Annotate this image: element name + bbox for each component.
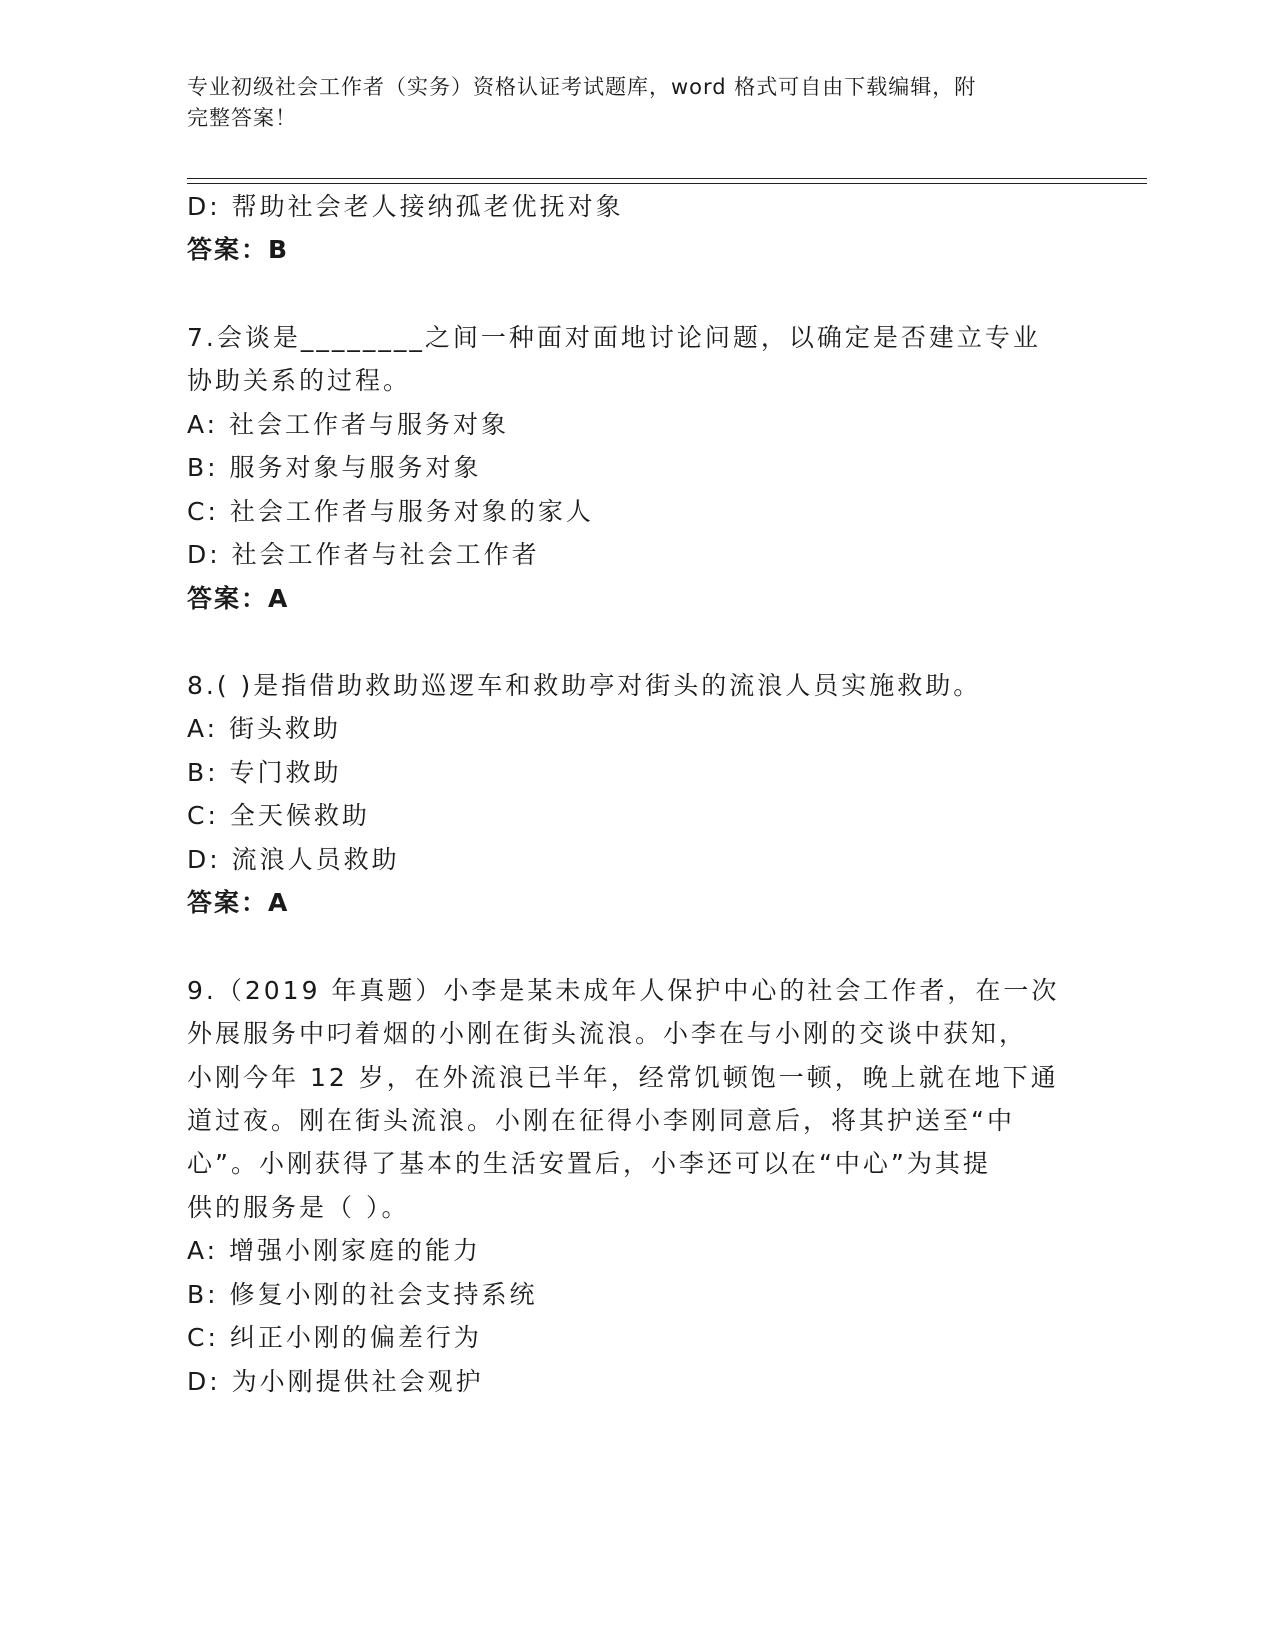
- q9-option-a: A: 增强小刚家庭的能力: [187, 1236, 482, 1265]
- q8-option-a: A: 街头救助: [187, 714, 342, 743]
- q7-answer: 答案：A: [187, 584, 290, 613]
- q8-option-c: C: 全天候救助: [187, 801, 370, 830]
- q7-option-b: B: 服务对象与服务对象: [187, 453, 482, 482]
- q9-stem-line-1: 9.（2019 年真题）小李是某未成年人保护中心的社会工作者，在一次: [187, 976, 1060, 1005]
- q8-stem-line-1: 8.( )是指借助救助巡逻车和救助亭对街头的流浪人员实施救助。: [187, 671, 982, 700]
- q7-stem-line-1: 7.会谈是________之间一种面对面地讨论问题，以确定是否建立专业: [187, 323, 1041, 352]
- q7-option-d: D: 社会工作者与社会工作者: [187, 540, 540, 569]
- q7-option-a: A: 社会工作者与服务对象: [187, 410, 510, 439]
- q8-answer: 答案：A: [187, 888, 290, 917]
- q8-option-d: D: 流浪人员救助: [187, 845, 400, 874]
- header-line-1: 专业初级社会工作者（实务）资格认证考试题库，word 格式可自由下载编辑，附: [187, 75, 977, 99]
- q7-stem-line-2: 协助关系的过程。: [187, 366, 412, 395]
- q6-answer: 答案：B: [187, 235, 290, 264]
- header-line-2: 完整答案！: [187, 106, 297, 130]
- q9-stem-line-4: 道过夜。刚在街头流浪。小刚在征得小李刚同意后，将其护送至“中: [187, 1106, 1015, 1135]
- q9-stem-line-3: 小刚今年 12 岁，在外流浪已半年，经常饥顿饱一顿，晚上就在地下通: [187, 1063, 1059, 1092]
- q9-stem-line-6: 供的服务是（ ）。: [187, 1193, 410, 1222]
- question-content: [187, 0, 1067, 1650]
- q8-option-b: B: 专门救助: [187, 758, 342, 787]
- q9-option-b: B: 修复小刚的社会支持系统: [187, 1280, 538, 1309]
- q9-option-d: D: 为小刚提供社会观护: [187, 1367, 484, 1396]
- q6-option-d: D: 帮助社会老人接纳孤老优抚对象: [187, 192, 624, 221]
- q7-option-c: C: 社会工作者与服务对象的家人: [187, 497, 594, 526]
- q9-stem-line-5: 心”。小刚获得了基本的生活安置后，小李还可以在“中心”为其提: [187, 1149, 991, 1178]
- q9-option-c: C: 纠正小刚的偏差行为: [187, 1323, 482, 1352]
- q9-stem-line-2: 外展服务中叼着烟的小刚在街头流浪。小李在与小刚的交谈中获知，: [187, 1019, 1028, 1048]
